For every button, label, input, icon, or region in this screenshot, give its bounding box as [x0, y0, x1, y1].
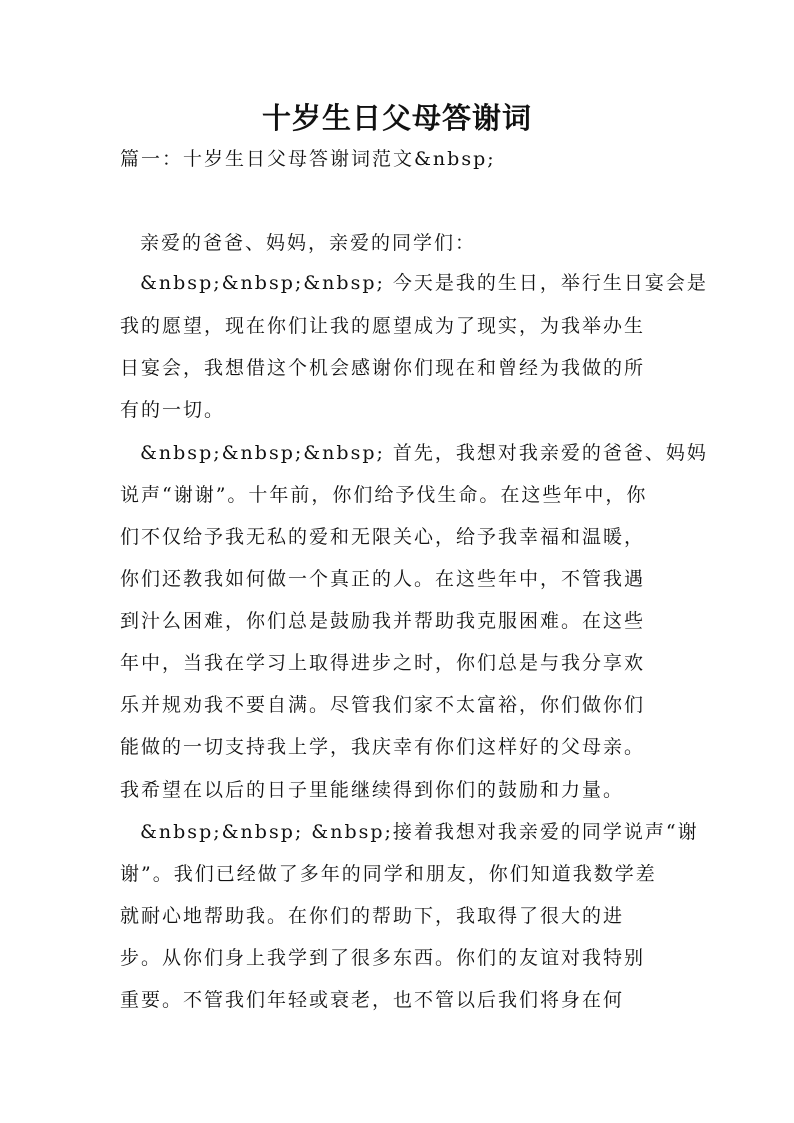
body-line: 说声“谢谢”。十年前，你们给予伐生命。在这些年中，你 — [120, 484, 648, 506]
body-line: 重要。不管我们年轻或衰老，也不管以后我们将身在何 — [120, 989, 625, 1011]
body-line: &nbsp;&nbsp;&nbsp; 今天是我的生日，举行生日宴会是 — [140, 272, 708, 294]
body-line: 能做的一切支持我上学，我庆幸有你们这样好的父母亲。 — [120, 736, 646, 758]
body-line: 你们还教我如何做一个真正的人。在这些年中，不管我遇 — [120, 568, 646, 590]
body-line: 我希望在以后的日子里能继续得到你们的鼓励和力量。 — [120, 779, 625, 801]
body-line: 到汁么困难，你们总是鼓励我并帮助我克服困难。在这些 — [120, 610, 646, 632]
body-line: &nbsp;&nbsp; &nbsp;接着我想对我亲爱的同学说声“谢 — [140, 821, 699, 843]
body-line: 就耐心地帮助我。在你们的帮助下，我取得了很大的进 — [120, 905, 625, 927]
body-line: 步。从你们身上我学到了很多东西。你们的友谊对我特别 — [120, 947, 646, 969]
body-line: 我的愿望，现在你们让我的愿望成为了现实，为我举办生 — [120, 315, 646, 337]
body-line: 乐并规劝我不要自满。尽管我们家不太富裕，你们做你们 — [120, 694, 646, 716]
body-line: 日宴会，我想借这个机会感谢你们现在和曾经为我做的所 — [120, 357, 646, 379]
body-line: 亲爱的爸爸、妈妈，亲爱的同学们： — [140, 232, 477, 254]
body-line: &nbsp;&nbsp;&nbsp; 首先，我想对我亲爱的爸爸、妈妈 — [140, 442, 708, 464]
body-line: 年中，当我在学习上取得进步之时，你们总是与我分享欢 — [120, 652, 646, 674]
body-line: 们不仅给予我无私的爱和无限关心，给予我幸福和温暖， — [120, 526, 646, 548]
document-subtitle: 篇一：十岁生日父母答谢词范文&nbsp; — [120, 148, 496, 170]
body-line: 谢”。我们已经做了多年的同学和朋友，你们知道我数学差 — [120, 863, 657, 885]
body-line: 有的一切。 — [120, 399, 226, 421]
document-title: 十岁生日父母答谢词 — [261, 101, 532, 135]
